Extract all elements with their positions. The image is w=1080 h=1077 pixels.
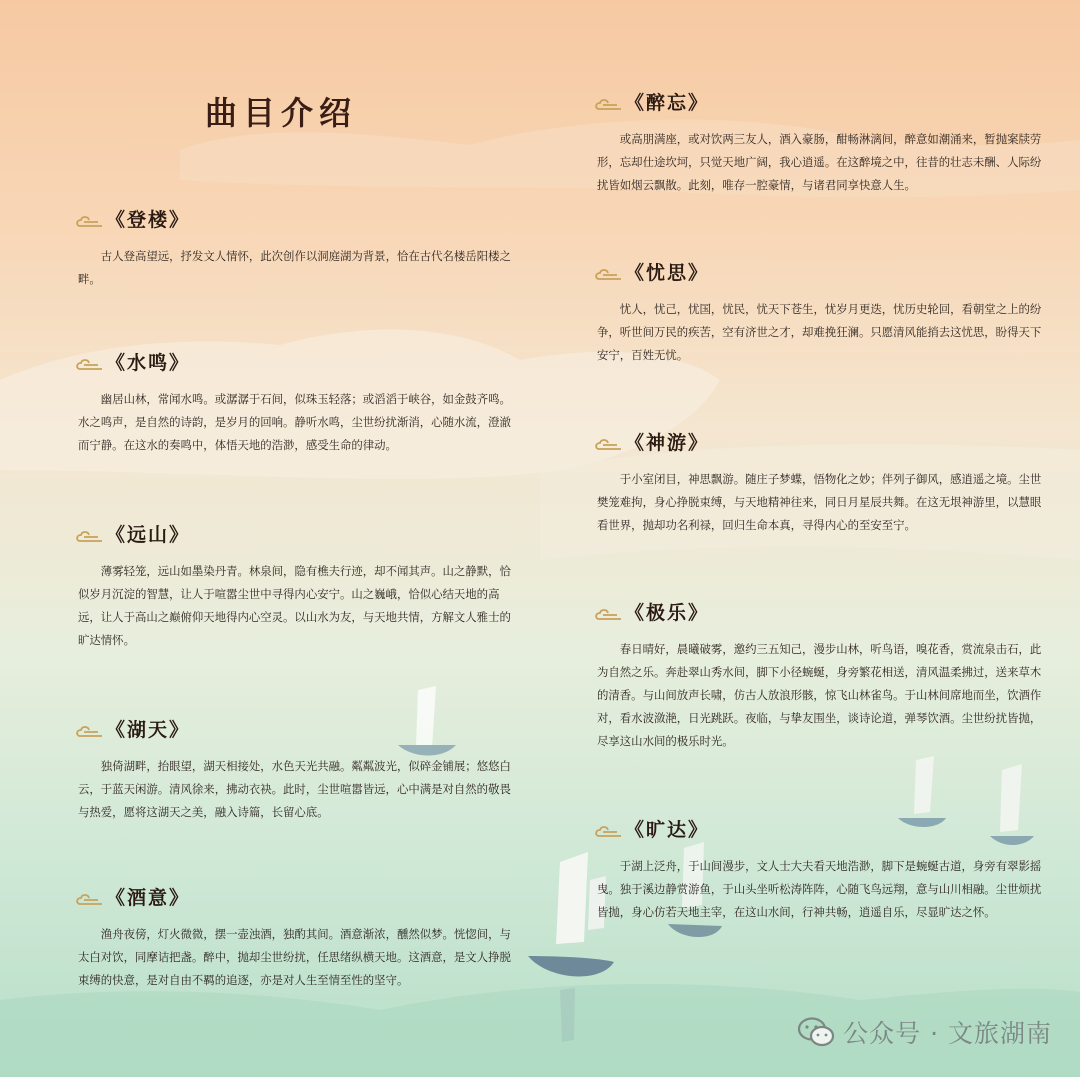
section-shuiming <box>78 348 520 457</box>
section-header <box>78 348 520 378</box>
auspicious-cloud-icon <box>595 267 625 283</box>
section-body: 古人登高望远，抒发文人情怀，此次创作以洞庭湖为背景，恰在古代名楼岳阳楼之畔。 <box>78 249 511 286</box>
auspicious-cloud-icon <box>76 357 106 373</box>
section-body: 于小室闭目，神思飘游。随庄子梦蝶，悟物化之妙；伴列子御风，感逍遥之境。尘世樊笼难拘，身心挣脱束缚，与天地精神往来，同日月星辰共舞。在这无垠神游里，以慧眼看世界，抛却功名利禄，回归生命本真，寻得内心的至安至宁。 <box>597 472 1042 532</box>
section-body: 渔舟夜傍，灯火微微，摆一壶浊酒，独酌其间。酒意渐浓，醺然似梦。恍惚间，与太白对饮，同摩诘把盏。醉中，抛却尘世纷扰，任思绪纵横天地。这酒意，是文人挣脱束缚的快意，是对自由不羁的追逐，亦是对人生至情至性的坚守。 <box>78 927 511 987</box>
section-yuanshan <box>78 520 520 652</box>
auspicious-cloud-icon <box>595 437 625 453</box>
auspicious-cloud-icon <box>76 724 106 740</box>
section-denglou <box>78 205 520 291</box>
auspicious-cloud-icon <box>76 214 106 230</box>
auspicious-cloud-icon <box>76 529 106 545</box>
section-title: 《远山》 <box>106 524 191 546</box>
section-body: 独倚湖畔，抬眼望，湖天相接处，水色天光共融。粼粼波光，似碎金铺展；悠悠白云，于蓝天闲游。清风徐来，拂动衣袂。此时，尘世喧嚣皆远，心中满是对自然的敬畏与热爱，愿将这湖天之美，融入诗篇，长留心底。 <box>78 759 511 819</box>
section-title: 《忧思》 <box>625 262 710 284</box>
section-title: 《神游》 <box>625 432 710 454</box>
section-zuiwang <box>597 88 1042 197</box>
section-body: 或高朋满座，或对饮两三友人，酒入豪肠，酣畅淋漓间，醉意如潮涌来，暂抛案牍劳形，忘却仕途坎坷，只觉天地广阔，我心逍遥。在这醉境之中，往昔的壮志未酬、人际纷扰皆如烟云飘散。此刻，唯存一腔豪情，与诸君同享快意人生。 <box>597 132 1042 192</box>
section-title: 《酒意》 <box>106 887 191 909</box>
section-header <box>78 205 520 235</box>
section-yousi <box>597 258 1042 367</box>
section-header <box>78 520 520 550</box>
section-body: 幽居山林，常闻水鸣。或潺潺于石间，似珠玉轻落；或滔滔于峡谷，如金鼓齐鸣。水之鸣声，是自然的诗韵，是岁月的回响。静听水鸣，尘世纷扰渐消，心随水流，澄澈而宁静。在这水的奏鸣中，体悟天地的浩渺，感受生命的律动。 <box>78 392 511 452</box>
wechat-icon <box>797 1016 835 1048</box>
section-title: 《醉忘》 <box>625 92 710 114</box>
auspicious-cloud-icon <box>595 824 625 840</box>
section-header <box>78 715 520 745</box>
section-hutian <box>78 715 520 824</box>
section-title: 《登楼》 <box>106 209 191 231</box>
section-body: 忧人，忧己，忧国，忧民，忧天下苍生，忧岁月更迭，忧历史轮回，看朝堂之上的纷争，听世间万民的疾苦，空有济世之才，却难挽狂澜。只愿清风能捎去这忧思，盼得天下安宁，百姓无忧。 <box>597 302 1042 362</box>
section-kuangda <box>597 815 1042 924</box>
section-header <box>597 598 1042 628</box>
section-header <box>597 258 1042 288</box>
section-header <box>597 88 1042 118</box>
section-title: 《旷达》 <box>625 819 710 841</box>
auspicious-cloud-icon <box>595 607 625 623</box>
section-title: 《湖天》 <box>106 719 191 741</box>
section-header <box>597 428 1042 458</box>
section-shenyou <box>597 428 1042 537</box>
page-title: 曲目介绍 <box>205 94 358 132</box>
section-body: 薄雾轻笼，远山如墨染丹青。林泉间，隐有樵夫行迹，却不闻其声。山之静默，恰似岁月沉淀的智慧，让人于喧嚣尘世中寻得内心安宁。山之巍峨，恰似心结天地的高远，让人于高山之巅俯仰天地得内心空灵。以山水为友，与天地共情，方解文人雅士的旷达情怀。 <box>78 564 511 647</box>
section-jiuyi <box>78 883 520 992</box>
watermark-text: 公众号 · 文旅湖南 <box>843 1019 1052 1048</box>
section-title: 《水鸣》 <box>106 352 191 374</box>
section-body: 春日晴好，晨曦破雾，邀约三五知己，漫步山林，听鸟语，嗅花香，赏流泉击石，此为自然之乐。奔赴翠山秀水间，脚下小径蜿蜒，身旁繁花相送，清风温柔拂过，送来草木的清香。与山间放声长啸，仿古人放浪形骸，惊飞山林雀鸟。于山林间席地而坐，饮酒作对，看水波潋滟，日光跳跃。夜临，与挚友围坐，谈诗论道，弹琴饮酒。尘世纷扰皆抛，尽享这山水间的极乐时光。 <box>597 642 1042 748</box>
section-title: 《极乐》 <box>625 602 710 624</box>
watermark <box>797 1012 1052 1052</box>
section-header <box>78 883 520 913</box>
auspicious-cloud-icon <box>76 892 106 908</box>
section-body: 于湖上泛舟，于山间漫步，文人士大夫看天地浩渺，脚下是蜿蜒古道，身旁有翠影摇曳。独于溪边静赏游鱼，于山头坐听松涛阵阵，心随飞鸟远翔，意与山川相融。尘世烦扰皆抛，身心仿若天地主宰，在这山水间，行神共畅，逍遥自乐，尽显旷达之怀。 <box>597 859 1042 919</box>
section-jile <box>597 598 1042 753</box>
section-header <box>597 815 1042 845</box>
auspicious-cloud-icon <box>595 97 625 113</box>
